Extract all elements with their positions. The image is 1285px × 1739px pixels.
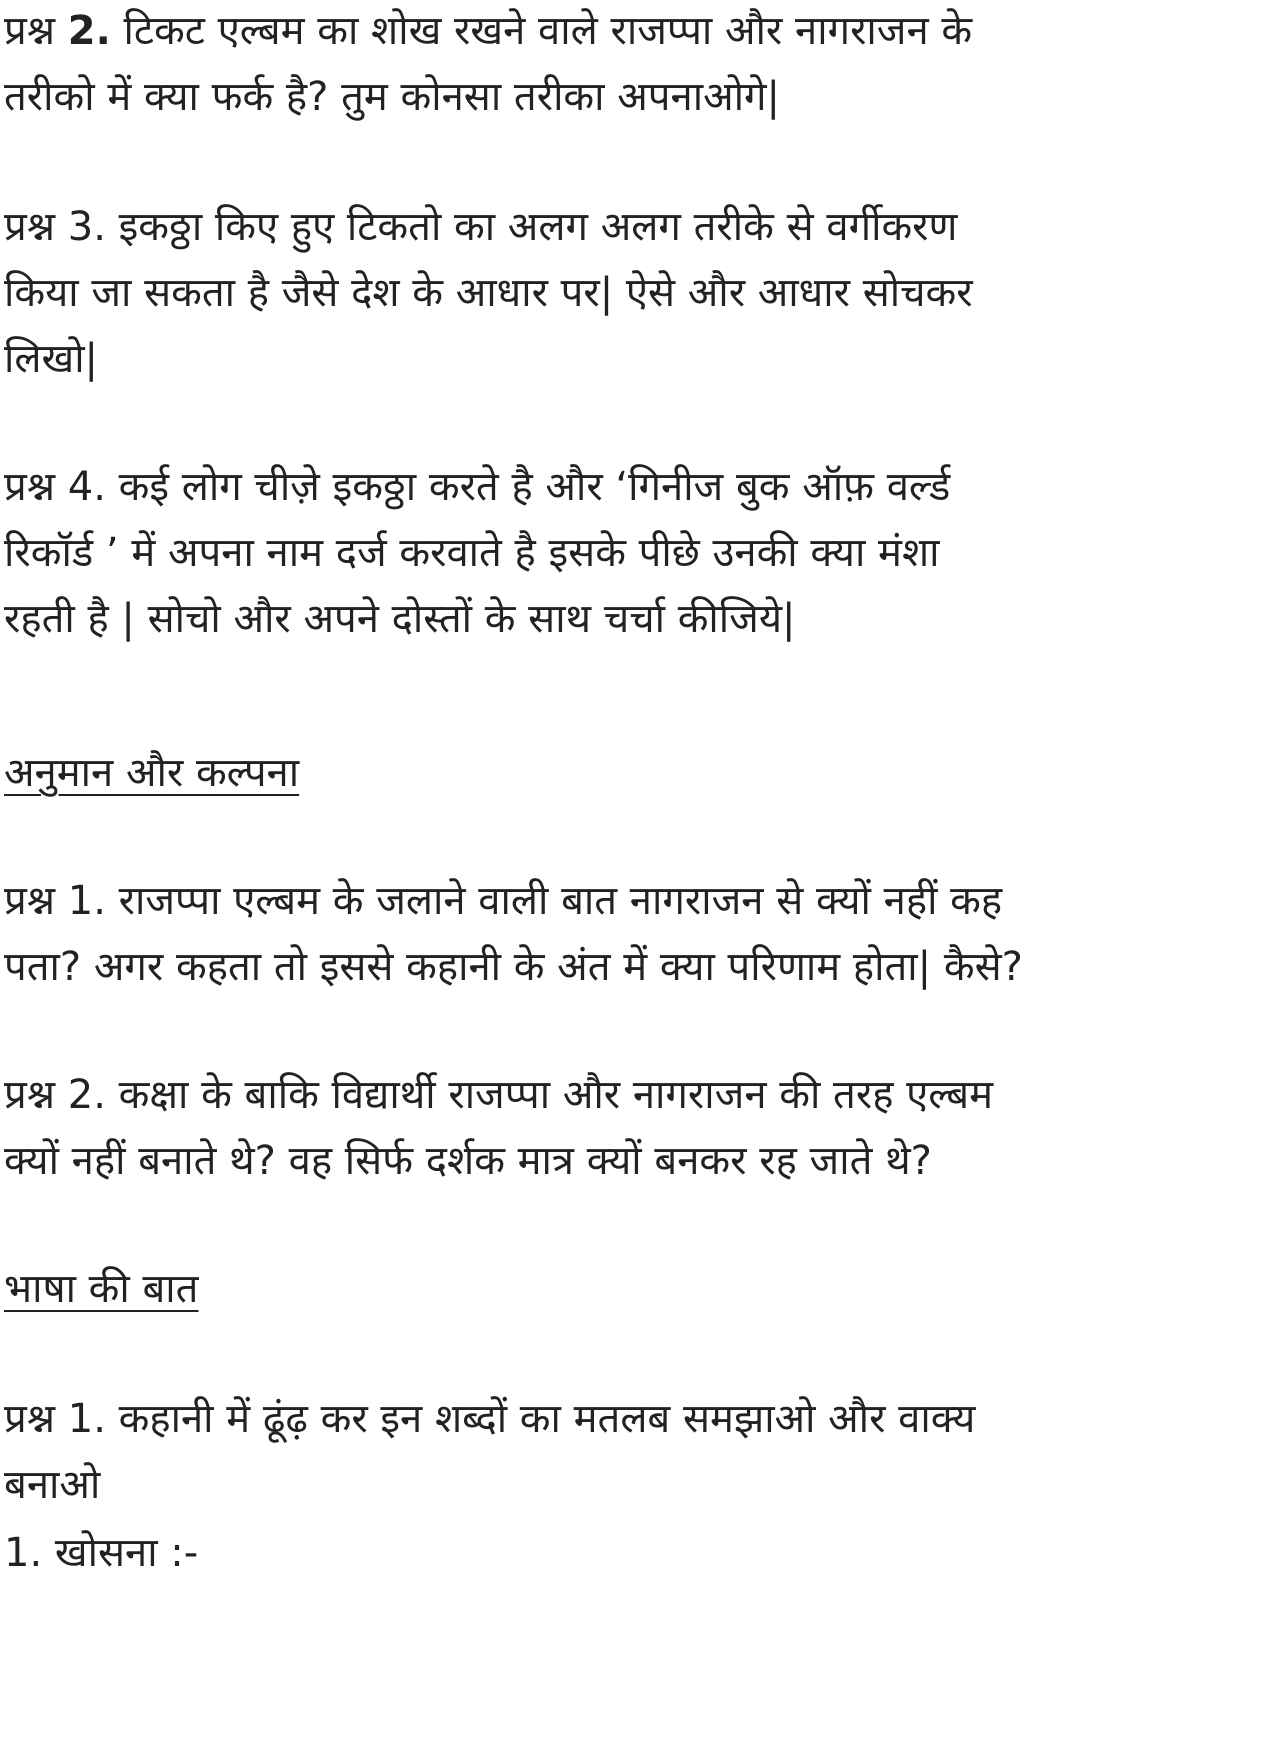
bhasha-question-1-line-2: बनाओ — [4, 1462, 101, 1508]
question-text: टिकट एल्बम का शोख रखने वाले राजप्पा और नागराजन के — [110, 8, 973, 54]
question-3-line-1: प्रश्न 3. इकठ्ठा किए हुए टिकतो का अलग अलग तरीके से वर्गीकरण — [4, 204, 958, 250]
list-item-1: 1. खोसना :- — [4, 1530, 199, 1576]
question-4-line-1: प्रश्न 4. कई लोग चीज़े इकठ्ठा करते है और ‘गिनीज बुक ऑफ़ वर्ल्ड — [4, 464, 951, 510]
anumaan-question-1-line-2: पता? अगर कहता तो इससे कहानी के अंत में क्या परिणाम होता| कैसे? — [4, 944, 1023, 990]
section-heading-anumaan: अनुमान और कल्पना — [4, 750, 300, 796]
question-2-line-1 — [4, 2, 972, 60]
anumaan-question-2-line-1: प्रश्न 2. कक्षा के बाकि विद्यार्थी राजप्पा और नागराजन की तरह एल्बम — [4, 1072, 994, 1118]
bhasha-question-1-line-1: प्रश्न 1. कहानी में ढूंढ़ कर इन शब्दों का मतलब समझाओ और वाक्य — [4, 1396, 976, 1442]
anumaan-question-1-line-1: प्रश्न 1. राजप्पा एल्बम के जलाने वाली बात नागराजन से क्यों नहीं कह — [4, 878, 1003, 924]
anumaan-question-2-line-2: क्यों नहीं बनाते थे? वह सिर्फ दर्शक मात्र क्यों बनकर रह जाते थे? — [4, 1138, 932, 1184]
question-3-line-2: किया जा सकता है जैसे देश के आधार पर| ऐसे और आधार सोचकर — [4, 270, 973, 316]
question-prefix: प्रश्न — [4, 8, 68, 54]
question-2-line-2: तरीको में क्या फर्क है? तुम कोनसा तरीका अपनाओगे| — [4, 74, 780, 120]
question-4-line-2: रिकॉर्ड ’ में अपना नाम दर्ज करवाते है इसके पीछे उनकी क्या मंशा — [4, 530, 940, 576]
question-4-line-3: रहती है | सोचो और अपने दोस्तों के साथ चर्चा कीजिये| — [4, 596, 796, 642]
question-3-line-3: लिखो| — [4, 336, 99, 382]
question-number: 2. — [67, 8, 111, 54]
section-heading-bhasha: भाषा की बात — [4, 1266, 199, 1312]
